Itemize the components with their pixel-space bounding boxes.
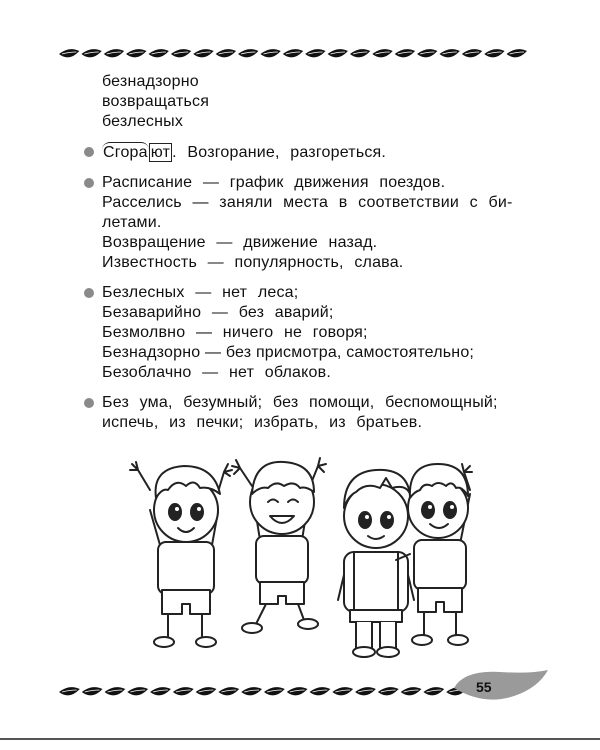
word-root-mark: Сгора [103, 144, 148, 161]
word-ending-box: ют [150, 144, 171, 161]
border-leaf-icon [173, 687, 194, 695]
border-leaf-icon [105, 687, 126, 695]
kid-1-figure [130, 462, 232, 647]
section3-line-2: Безаварийно — без аварий; [102, 304, 334, 321]
border-leaf-icon [287, 687, 308, 695]
border-leaf-icon [484, 49, 504, 57]
border-leaf-icon [193, 49, 213, 57]
bullet-icon [84, 178, 94, 188]
border-leaf-icon [462, 49, 482, 57]
children-illustration [120, 450, 480, 660]
border-leaf-icon [439, 49, 459, 57]
border-leaf-icon [104, 49, 124, 57]
section3-line-3: Безмолвно — ничего не говоря; [102, 324, 368, 341]
border-leaf-icon [328, 49, 348, 57]
answer-section-3 [82, 283, 522, 383]
bottom-rule [0, 738, 600, 740]
border-leaf-icon [196, 687, 217, 695]
section4-line-1: Без ума, безумный; без помощи, беспомощный; [102, 394, 498, 411]
decorative-border-top [58, 46, 528, 62]
border-leaf-icon [127, 687, 148, 695]
border-leaf-icon [59, 49, 79, 57]
border-leaf-icon [417, 49, 437, 57]
kid-3-figure [338, 470, 414, 657]
intro-word-1: безнадзорно [102, 73, 199, 90]
border-leaf-icon [149, 49, 169, 57]
section2-line-5: Известность — популярность, слава. [102, 254, 404, 271]
bullet-icon [84, 147, 94, 157]
border-leaf-icon [332, 687, 353, 695]
bullet-icon [84, 398, 94, 408]
border-leaf-icon [507, 49, 527, 57]
border-leaf-icon [81, 49, 101, 57]
section4-line-2: испечь, из печки; избрать, из братьев. [102, 414, 423, 431]
border-leaf-icon [171, 49, 191, 57]
answer-section-2 [82, 173, 522, 273]
section3-line-5: Безоблачно — нет облаков. [102, 364, 331, 381]
page-content [82, 72, 522, 433]
border-leaf-icon [238, 49, 258, 57]
border-leaf-icon [310, 687, 331, 695]
intro-word-2: возвращаться [102, 93, 210, 110]
page-number: 55 [476, 679, 492, 695]
answer-section-4 [82, 393, 522, 433]
section1-tail-text: . Возгорание, разгореться. [172, 144, 387, 161]
border-leaf-icon [260, 49, 280, 57]
border-leaf-icon [350, 49, 370, 57]
decorative-border-bottom [58, 684, 468, 700]
intro-word-3: безлесных [102, 113, 184, 130]
border-leaf-icon [378, 687, 399, 695]
border-leaf-icon [218, 687, 239, 695]
border-leaf-icon [423, 687, 444, 695]
border-leaf-icon [305, 49, 325, 57]
section2-line-3: летами. [102, 214, 162, 231]
page-number-badge [450, 668, 550, 708]
section3-line-1: Безлесных — нет леса; [102, 284, 299, 301]
border-leaf-icon [372, 49, 392, 57]
border-leaf-icon [241, 687, 262, 695]
border-leaf-icon [82, 687, 103, 695]
section2-line-2: Расселись — заняли места в соответствии с би- [102, 194, 513, 211]
section3-line-4: Безнадзорно — без присмотра, самостоятельно; [102, 344, 475, 361]
border-leaf-icon [264, 687, 285, 695]
border-leaf-icon [216, 49, 236, 57]
bullet-icon [84, 288, 94, 298]
border-leaf-icon [283, 49, 303, 57]
border-leaf-icon [59, 687, 80, 695]
section2-line-4: Возвращение — движение назад. [102, 234, 378, 251]
border-leaf-icon [401, 687, 422, 695]
section2-line-1: Расписание — график движения поездов. [102, 174, 446, 191]
border-leaf-icon [150, 687, 171, 695]
border-leaf-icon [355, 687, 376, 695]
answer-section-1 [82, 142, 522, 163]
border-leaf-icon [126, 49, 146, 57]
kid-2-figure [232, 458, 326, 633]
border-leaf-icon [395, 49, 415, 57]
